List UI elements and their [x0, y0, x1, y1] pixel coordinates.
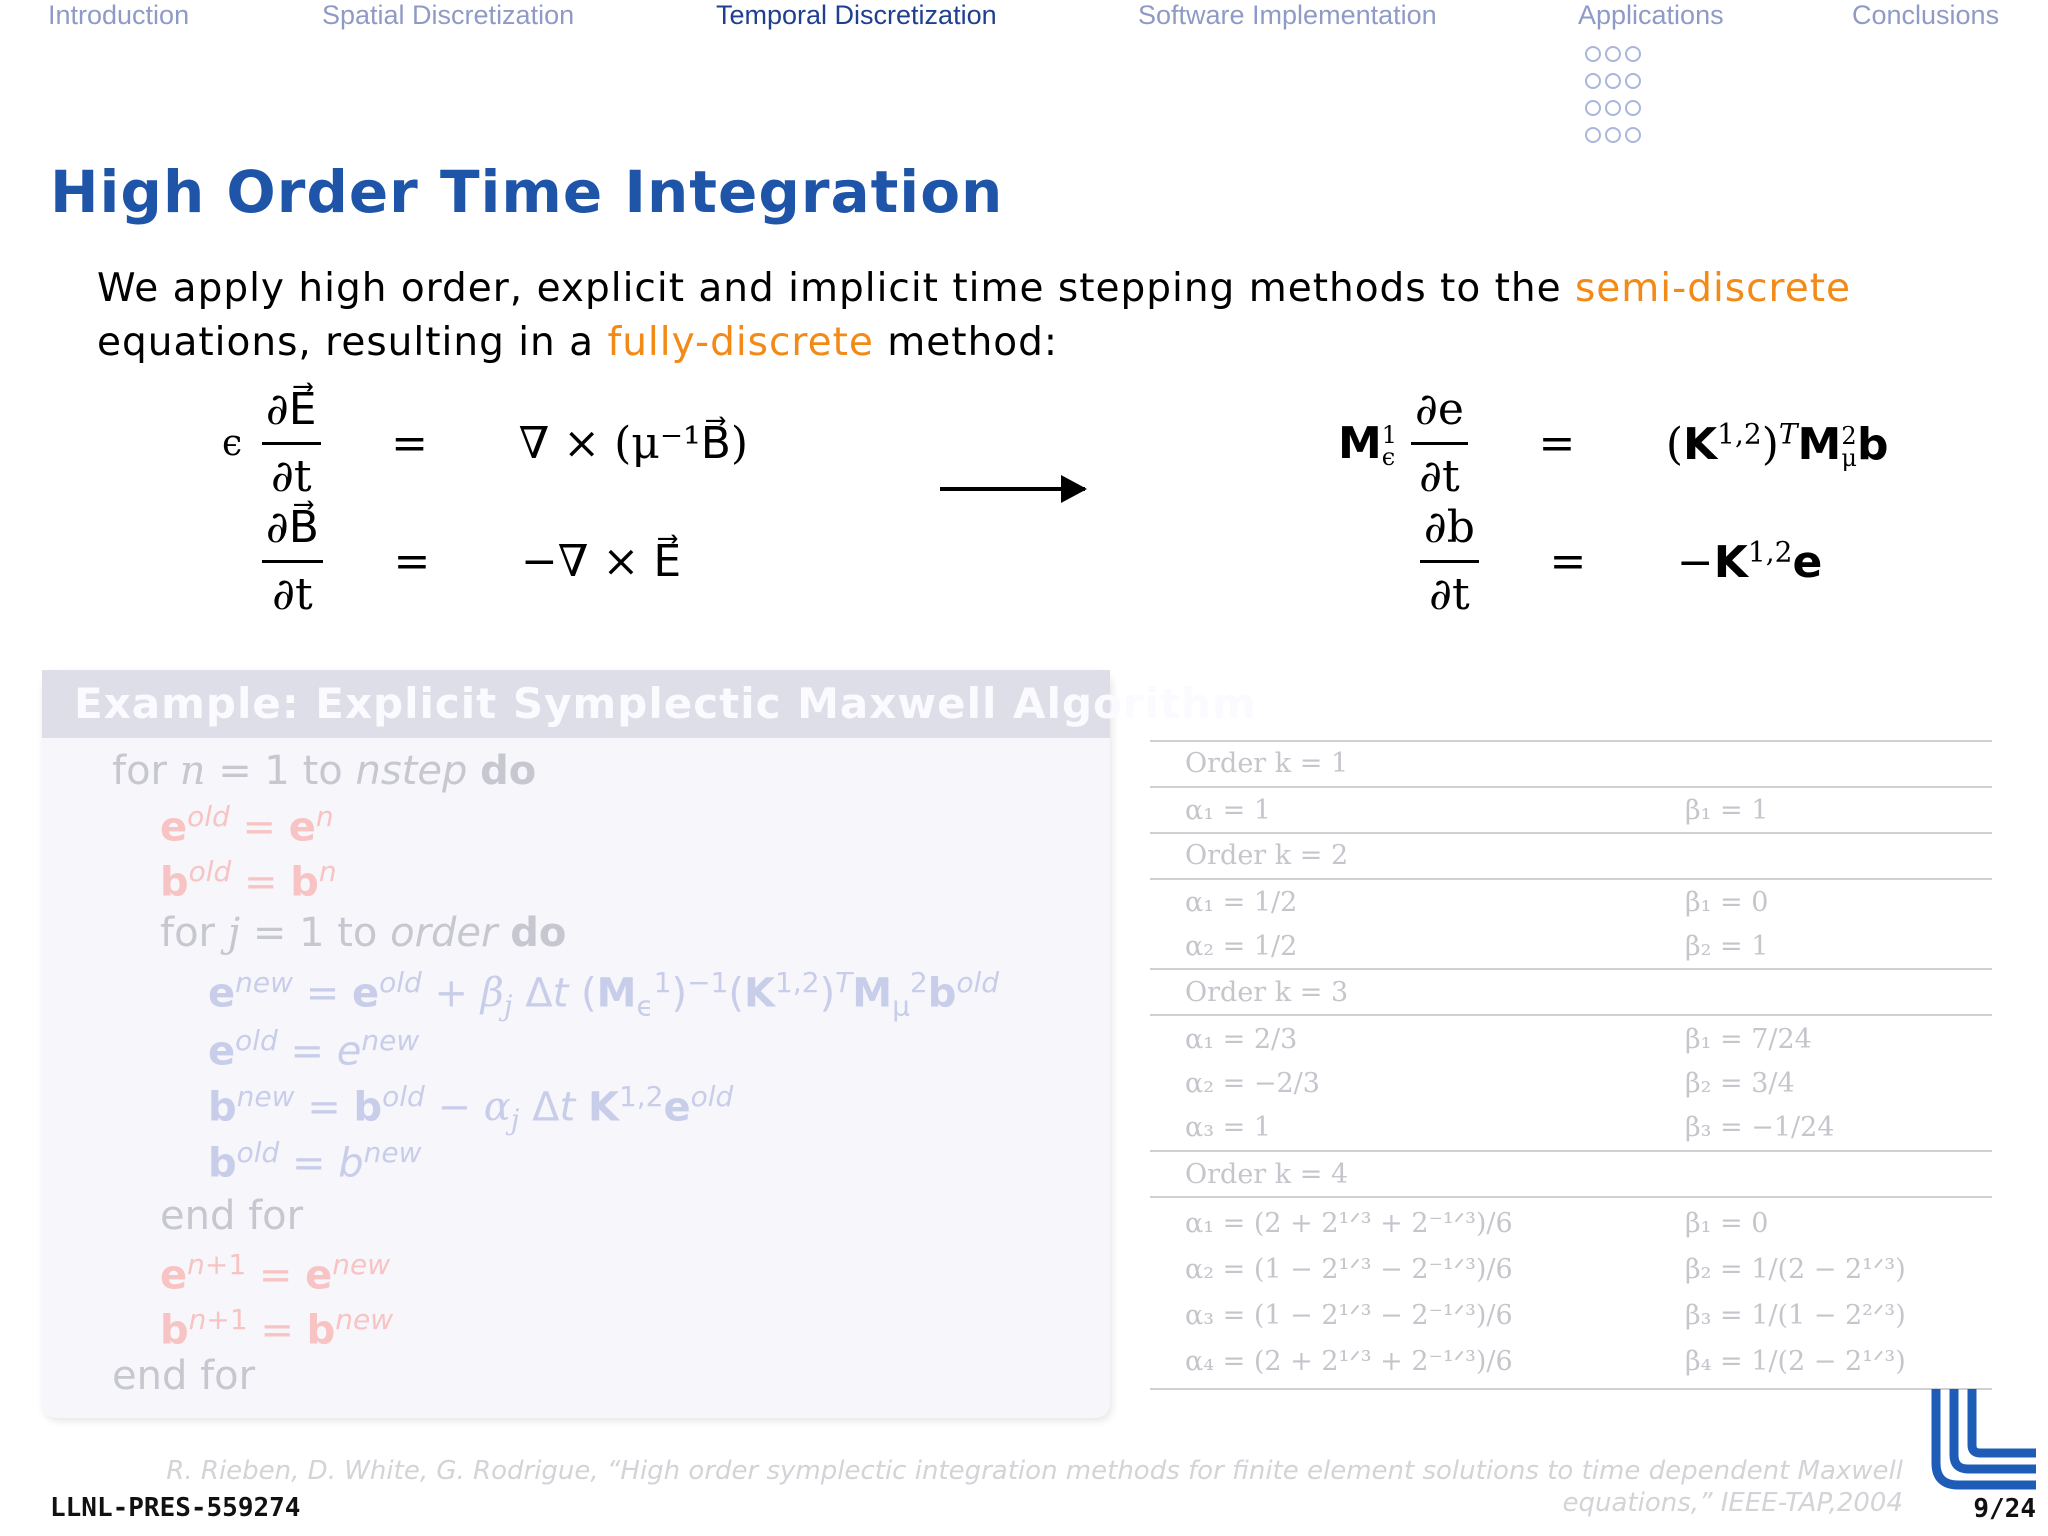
citation-line-1: R. Rieben, D. White, G. Rodrigue, “High order symplectic integration methods for finite element solutions to time dependent Maxwell [166, 1456, 1903, 1486]
table-rule [1150, 878, 1992, 880]
table-rule [1150, 1014, 1992, 1016]
table-cell: β₄ = 1/(2 − 2¹ᐟ³) [1685, 1346, 1906, 1377]
table-rule [1150, 786, 1992, 788]
table-cell: β₂ = 1/(2 − 2¹ᐟ³) [1685, 1254, 1906, 1285]
table-cell: β₃ = 1/(1 − 2²ᐟ³) [1685, 1300, 1906, 1331]
table-cell: α₂ = −2/3 [1185, 1068, 1320, 1099]
eq2-denominator: ∂t [272, 569, 313, 620]
eq2-equals: = [393, 536, 431, 587]
deq2-equals: = [1549, 536, 1587, 587]
eq1-denominator: ∂t [271, 451, 312, 502]
discrete-equation-2 [1338, 500, 1822, 623]
example-block-title: Example: Explicit Symplectic Maxwell Algorithm [42, 670, 1110, 738]
table-cell: β₁ = 7/24 [1685, 1024, 1812, 1055]
eq1-rhs: ∇ × (μ⁻¹B⃗) [518, 418, 749, 469]
mass-matrix-epsilon: M 1 ϵ [1338, 418, 1398, 471]
page-number: 9/24 [1973, 1494, 2036, 1524]
epsilon-coefficient: ϵ [222, 423, 243, 464]
eq1-numerator: ∂E⃗ [262, 382, 321, 445]
equation-faraday-ampere-1 [222, 382, 748, 505]
deq2-denominator: ∂t [1429, 569, 1470, 620]
table-header-order-4: Order k = 4 [1185, 1159, 1349, 1190]
frame-dot[interactable] [1585, 46, 1601, 62]
nav-spatial-discretization[interactable]: Spatial Discretization [322, 0, 575, 30]
table-cell: β₁ = 0 [1685, 887, 1769, 918]
frame-dot[interactable] [1605, 73, 1621, 89]
table-cell: β₂ = 3/4 [1685, 1068, 1795, 1099]
deq1-numerator: ∂e [1411, 382, 1468, 445]
table-cell: β₁ = 1 [1685, 795, 1769, 826]
eq2-rhs: −∇ × E⃗ [520, 536, 682, 587]
table-header-order-2: Order k = 2 [1185, 840, 1349, 871]
intro-paragraph [97, 262, 1857, 370]
deq2-rhs: $-K^{1,2}e$ [1676, 535, 1823, 588]
intro-text-1: We apply high order, explicit and implicit time stepping methods to the [97, 266, 1575, 311]
citation [153, 1455, 1903, 1519]
intro-highlight-fully-discrete: fully-discrete [607, 320, 874, 365]
frame-dot[interactable] [1585, 127, 1601, 143]
frame-dot[interactable] [1605, 46, 1621, 62]
table-cell: α₁ = 1 [1185, 795, 1272, 826]
algo-line-b-new: $b^{new} = b^{old} - \alpha_j$ Δt $K^{1,2}e^{old}$ [208, 1080, 734, 1137]
citation-line-2: equations,” IEEE-TAP,2004 [1562, 1488, 1903, 1518]
algo-line-b-old: $b^{old} = b^n$ [160, 855, 337, 906]
eq2-numerator: ∂B⃗ [262, 500, 323, 563]
table-rule [1150, 832, 1992, 834]
algo-line-b-old-update: $b^{old} = b^{new}$ [208, 1136, 422, 1187]
deq2-numerator: ∂b [1420, 500, 1479, 563]
document-id: LLNL-PRES-559274 [50, 1493, 301, 1523]
frame-dot[interactable] [1585, 100, 1601, 116]
algo-line-b-next: $b^{n+1} = b^{new}$ [160, 1303, 394, 1354]
algo-outer-end-for: end for [112, 1353, 256, 1399]
table-cell: α₁ = 2/3 [1185, 1024, 1298, 1055]
algo-line-e-old-update: $e^{old} = e^{new}$ [208, 1024, 420, 1075]
eq1-equals: = [391, 418, 428, 469]
slide-title: High Order Time Integration [50, 158, 1004, 226]
intro-text-3: method: [873, 320, 1059, 365]
deq1-denominator: ∂t [1419, 451, 1460, 502]
table-header-order-3: Order k = 3 [1185, 977, 1349, 1008]
nav-applications[interactable]: Applications [1578, 0, 1724, 30]
nav-software-implementation[interactable]: Software Implementation [1138, 0, 1437, 30]
frame-dot[interactable] [1625, 100, 1641, 116]
table-rule [1150, 740, 1992, 742]
applications-frame-dots [1585, 40, 1651, 148]
frame-dot[interactable] [1605, 100, 1621, 116]
table-cell: α₂ = (1 − 2¹ᐟ³ − 2⁻¹ᐟ³)/6 [1185, 1254, 1513, 1285]
algo-line-e-next: $e^{n+1} = e^{new}$ [160, 1248, 391, 1299]
algo-outer-for: for n = 1 to nstep do [112, 748, 537, 794]
nav-temporal-discretization[interactable]: Temporal Discretization [716, 0, 997, 30]
table-cell: β₃ = −1/24 [1685, 1112, 1835, 1143]
table-cell: α₁ = (2 + 2¹ᐟ³ + 2⁻¹ᐟ³)/6 [1185, 1208, 1513, 1239]
frame-dot[interactable] [1625, 127, 1641, 143]
deq1-rhs: $(K^{1,2})^TM$ 2 μ b [1665, 417, 1889, 473]
nav-conclusions[interactable]: Conclusions [1852, 0, 2000, 30]
discrete-equation-1 [1338, 382, 1888, 505]
equation-faraday-ampere-2 [222, 500, 681, 623]
frame-dot[interactable] [1605, 127, 1621, 143]
table-cell: β₁ = 0 [1685, 1208, 1769, 1239]
table-cell: α₁ = 1/2 [1185, 887, 1298, 918]
intro-highlight-semi-discrete: semi-discrete [1574, 266, 1852, 311]
section-navigation [0, 0, 2048, 40]
frame-dot[interactable] [1585, 73, 1601, 89]
frame-dot[interactable] [1625, 73, 1641, 89]
llnl-logo-icon [1928, 1385, 2040, 1493]
right-arrow-icon [940, 487, 1085, 491]
table-rule [1150, 1150, 1992, 1152]
frame-dot[interactable] [1625, 46, 1641, 62]
table-cell: α₄ = (2 + 2¹ᐟ³ + 2⁻¹ᐟ³)/6 [1185, 1346, 1513, 1377]
algo-line-e-new: $e^{new} = e^{old} + \beta_j$ Δt $(M_\epsilon^1)^{-1}(K^{1,2})^TM_\mu^2b^{old}$ [208, 966, 1000, 1023]
table-rule [1150, 1388, 1992, 1390]
table-cell: β₂ = 1 [1685, 931, 1769, 962]
algo-inner-for: for j = 1 to order do [160, 910, 567, 956]
algo-inner-end-for: end for [160, 1193, 304, 1239]
table-cell: α₃ = 1 [1185, 1112, 1272, 1143]
table-cell: α₂ = 1/2 [1185, 931, 1298, 962]
table-cell: α₃ = (1 − 2¹ᐟ³ − 2⁻¹ᐟ³)/6 [1185, 1300, 1513, 1331]
deq1-equals: = [1538, 418, 1576, 469]
table-rule [1150, 968, 1992, 970]
nav-introduction[interactable]: Introduction [48, 0, 190, 30]
intro-text-2: equations, resulting in a [97, 320, 608, 365]
table-rule [1150, 1196, 1992, 1198]
algo-line-e-old: $e^{old} = e^n$ [160, 800, 334, 851]
table-header-order-1: Order k = 1 [1185, 748, 1349, 779]
